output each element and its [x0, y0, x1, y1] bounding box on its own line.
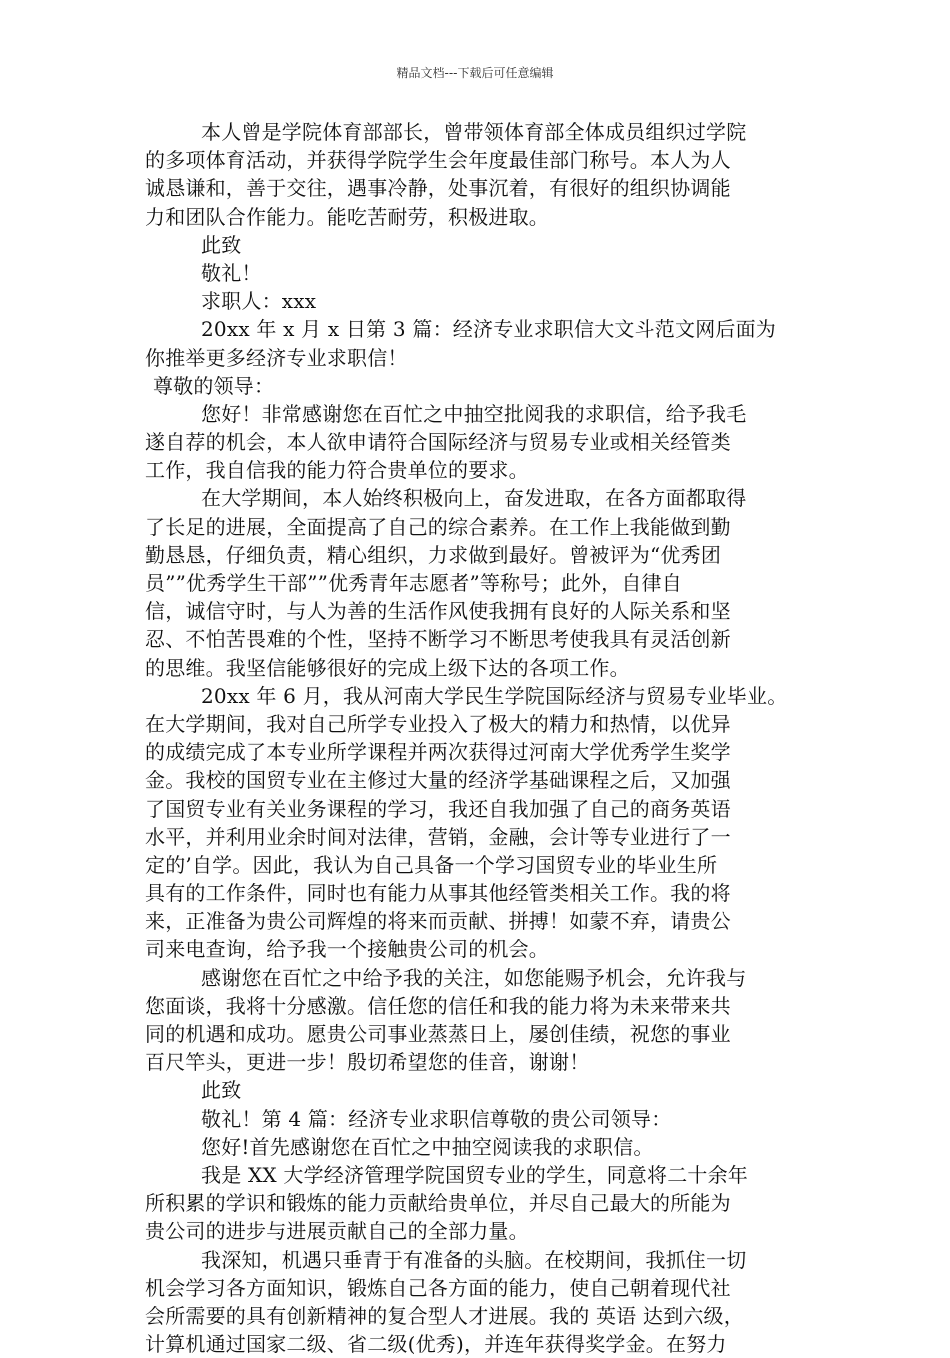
- text-line: 员””优秀学生干部””优秀青年志愿者”等称号；此外，自律自: [145, 571, 682, 595]
- text-line: 力和团队合作能力。能吃苦耐劳，积极进取。: [145, 204, 549, 229]
- document-body: [145, 118, 810, 1358]
- text-line: 具有的工作条件，同时也有能力从事其他经管类相关工作。我的将: [145, 881, 731, 906]
- text-line: 的成绩完成了本专业所学课程并两次获得过河南大学优秀学生奖学: [145, 740, 731, 765]
- text-line: 了国贸专业有关业务课程的学习，我还自我加强了自己的商务英语: [145, 796, 731, 821]
- text-line: 我深知，机遇只垂青于有准备的头脑。在校期间，我抓住一切: [201, 1247, 747, 1272]
- text-line: 司来电查询，给予我一个接触贵公司的机会。: [145, 937, 549, 962]
- text-line: 百尺竿头，更进一步！殷切希望您的佳音，谢谢！: [145, 1050, 590, 1075]
- text-line: 您好!首先感谢您在百忙之中抽空阅读我的求职信。: [201, 1134, 654, 1159]
- text-line: 了长足的进展，全面提高了自己的综合素养。在工作上我能做到勤: [145, 514, 731, 539]
- text-line: 在大学期间，我对自己所学专业投入了极大的精力和热情，以优异: [145, 711, 731, 736]
- text-line: 水平，并利用业余时间对法律，营销，金融，会计等专业进行了一: [145, 824, 731, 849]
- text-line: 您好！非常感谢您在百忙之中抽空批阅我的求职信，给予我毛: [201, 401, 747, 426]
- text-line: 的多项体育活动，并获得学院学生会年度最佳部门称号。本人为人: [145, 148, 731, 173]
- text-line: 诚恳谦和，善于交往，遇事冷静，处事沉着，有很好的组织协调能: [145, 176, 731, 201]
- page-header: 精品文档---下载后可任意编辑: [396, 66, 554, 80]
- text-line: 计算机通过国家二级、省二级(优秀)，并连年获得奖学金。在努力: [145, 1332, 727, 1357]
- text-line: 同的机遇和成功。愿贵公司事业蒸蒸日上，屡创佳绩，祝您的事业: [145, 1022, 731, 1046]
- text-line: 感谢您在百忙之中给予我的关注，如您能赐予机会，允许我与: [201, 965, 747, 990]
- text-line: 忍、不怕苦畏难的个性，坚持不断学习不断思考使我具有灵活创新: [145, 627, 731, 652]
- text-line: 机会学习各方面知识，锻炼自己各方面的能力，使自己朝着现代社: [145, 1275, 731, 1300]
- text-line: 来，正准备为贵公司辉煌的将来而贡献、拼搏！如蒙不弃，请贵公: [145, 909, 731, 934]
- text-line: 遂自荐的机会，本人欲申请符合国际经济与贸易专业或相关经管类: [145, 430, 731, 455]
- text-line: 贵公司的进步与进展贡献自己的全部力量。: [145, 1219, 529, 1244]
- text-line: 的思维。我坚信能够很好的完成上级下达的各项工作。: [145, 655, 630, 680]
- text-line: 敬礼！: [201, 260, 262, 285]
- text-line: 在大学期间，本人始终积极向上，奋发进取，在各方面都取得: [201, 486, 747, 511]
- text-line: 您面谈，我将十分感激。信任您的信任和我的能力将为未来带来共: [145, 993, 731, 1018]
- text-line: 尊敬的领导：: [153, 373, 275, 398]
- text-line: 金。我校的国贸专业在主修过大量的经济学基础课程之后，又加强: [145, 768, 731, 793]
- text-line: 20xx 年 6 月，我从河南大学民生学院国际经济与贸易专业毕业。: [201, 683, 788, 708]
- text-line: 你推举更多经济专业求职信！: [145, 345, 408, 370]
- text-line: 我是 XX 大学经济管理学院国贸专业的学生，同意将二十余年: [201, 1162, 748, 1187]
- text-line: 勤恳恳，仔细负责，精心组织，力求做到最好。曾被评为“优秀团: [145, 542, 722, 567]
- text-line: 所积累的学识和锻炼的能力贡献给贵单位，并尽自己最大的所能为: [145, 1191, 731, 1216]
- text-line: 此致: [201, 1078, 242, 1103]
- text-line: 20xx 年 x 月 x 日第 3 篇：经济专业求职信大文斗范文网后面为: [201, 317, 776, 342]
- text-line: 求职人：xxx: [201, 289, 317, 314]
- text-line: 会所需要的具有创新精神的复合型人才进展。我的 英语 达到六级，: [145, 1303, 744, 1328]
- text-line: 信，诚信守时，与人为善的生活作风使我拥有良好的人际关系和坚: [145, 599, 731, 624]
- text-line: 此致: [201, 232, 242, 257]
- text-line: 敬礼！第 4 篇：经济专业求职信尊敬的贵公司领导：: [201, 1106, 672, 1131]
- text-line: 本人曾是学院体育部部长，曾带领体育部全体成员组织过学院: [201, 120, 747, 144]
- text-line: 定的’自学。因此，我认为自己具备一个学习国贸专业的毕业生所: [145, 852, 718, 877]
- text-line: 工作，我自信我的能力符合贵单位的要求。: [145, 458, 529, 483]
